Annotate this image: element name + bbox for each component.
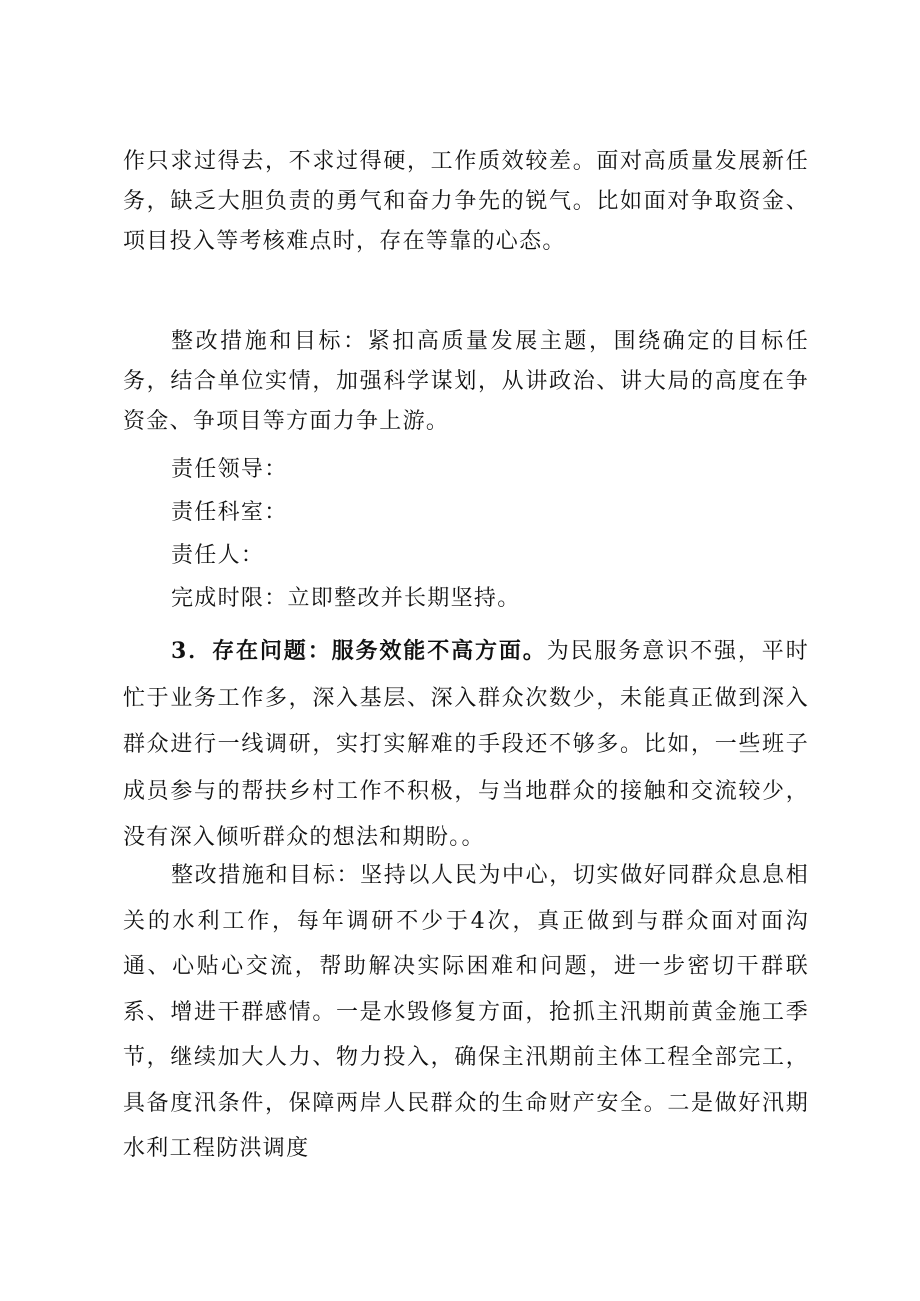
paragraph-service-efficiency — [123, 628, 809, 862]
paragraph-work-quality: 作只求过得去，不求过得硬，工作质效较差。面对高质量发展新任务，缺乏大胆负责的勇气和奋力争先的锐气。比如面对争取资金、项目投入等考核难点时，存在等靠的心态。 — [123, 149, 809, 254]
responsible-department-line: 责任科室： — [171, 500, 288, 525]
section-body-3: 为民服务意识不强，平时忙于业务工作多，深入基层、深入群众次数少，未能真正做到深入群众进行一线调研，实打实解难的手段还不够多。比如，一些班子成员参与的帮扶乡村工作不积极，与当地群众的接触和交流较少，没有深入倾听群众的想法和期盼。。 — [123, 639, 809, 850]
responsible-leader-line: 责任领导： — [171, 457, 288, 482]
paragraph-rectification-measures-2: 整改措施和目标：坚持以人民为中心，切实做好同群众息息相关的水利工作，每年调研不少于4次，真正做到与群众面对面沟通、心贴心交流，帮助解决实际困难和问题，进一步密切干群联系、增进干群感情。一是水毁修复方面，抢抓主汛期前黄金施工季节，继续加大人力、物力投入，确保主汛期前主体工程全部完工，具备度汛条件，保障两岸人民群众的生命财产安全。二是做好汛期水利工程防洪调度 — [123, 863, 809, 1161]
section-heading-3: 3．存在问题：服务效能不高方面。 — [171, 638, 547, 664]
paragraph-rectification-measures-1: 整改措施和目标：紧扣高质量发展主题，围绕确定的目标任务，结合单位实情，加强科学谋划，从讲政治、讲大局的高度在争资金、争项目等方面力争上游。 — [123, 329, 809, 434]
responsible-person-line: 责任人： — [171, 543, 265, 568]
deadline-line: 完成时限：立即整改并长期坚持。 — [171, 586, 521, 611]
